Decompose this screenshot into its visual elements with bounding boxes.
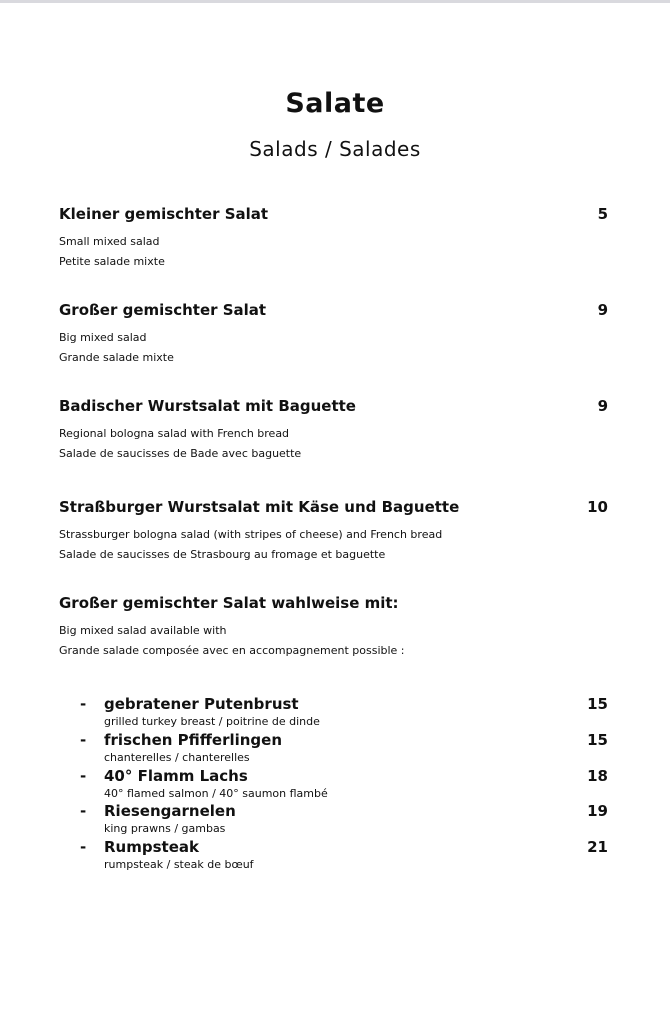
bullet-dash: -: [80, 767, 87, 785]
page-top-border: [0, 0, 670, 3]
option-name: Rumpsteak: [104, 838, 199, 856]
menu-item-description: [59, 424, 301, 464]
bullet-dash: -: [80, 695, 87, 713]
option-name: Riesengarnelen: [104, 802, 236, 820]
option-price: 21: [587, 838, 608, 856]
bullet-dash: -: [80, 731, 87, 749]
menu-item-name: Kleiner gemischter Salat: [59, 205, 269, 223]
description-english: Regional bologna salad with French bread: [59, 427, 290, 440]
option-name: 40° Flamm Lachs: [104, 767, 248, 785]
description-french: Petite salade mixte: [59, 255, 165, 268]
option-description: grilled turkey breast / poitrine de dinde: [104, 715, 320, 728]
bullet-dash: -: [80, 802, 87, 820]
page-subtitle: Salads / Salades: [249, 137, 421, 161]
option-description: 40° flamed salmon / 40° saumon flambé: [104, 787, 328, 800]
description-french: Grande salade mixte: [59, 351, 174, 364]
menu-item-price: 5: [597, 205, 608, 223]
description-english: Big mixed salad: [59, 331, 147, 344]
option-price: 18: [587, 767, 608, 785]
description-french: Salade de saucisses de Bade avec baguette: [59, 447, 302, 460]
menu-item-name: Badischer Wurstsalat mit Baguette: [59, 397, 356, 415]
options-description: [59, 621, 405, 661]
option-name: frischen Pfifferlingen: [104, 731, 283, 749]
menu-item-description: [59, 525, 442, 565]
option-description: rumpsteak / steak de bœuf: [104, 858, 254, 871]
description-english: Strassburger bologna salad (with stripes of cheese) and French bread: [59, 528, 443, 541]
menu-item-price: 10: [587, 498, 608, 516]
option-price: 15: [587, 731, 608, 749]
option-price: 15: [587, 695, 608, 713]
description-english: Small mixed salad: [59, 235, 160, 248]
description-french: Grande salade composée avec en accompagnement possible :: [59, 644, 405, 657]
menu-item-description: [59, 328, 174, 368]
bullet-dash: -: [80, 838, 87, 856]
option-price: 19: [587, 802, 608, 820]
description-english: Big mixed salad available with: [59, 624, 227, 637]
menu-item-name: Großer gemischter Salat: [59, 301, 267, 319]
menu-item-name: Straßburger Wurstsalat mit Käse und Baguette: [59, 498, 460, 516]
menu-item-price: 9: [597, 301, 608, 319]
option-description: chanterelles / chanterelles: [104, 751, 250, 764]
options-heading: Großer gemischter Salat wahlweise mit:: [59, 594, 399, 612]
option-name: gebratener Putenbrust: [104, 695, 299, 713]
menu-item-price: 9: [597, 397, 608, 415]
option-description: king prawns / gambas: [104, 822, 226, 835]
menu-item-description: [59, 232, 165, 272]
description-french: Salade de saucisses de Strasbourg au fromage et baguette: [59, 548, 386, 561]
page-title: Salate: [285, 88, 385, 119]
